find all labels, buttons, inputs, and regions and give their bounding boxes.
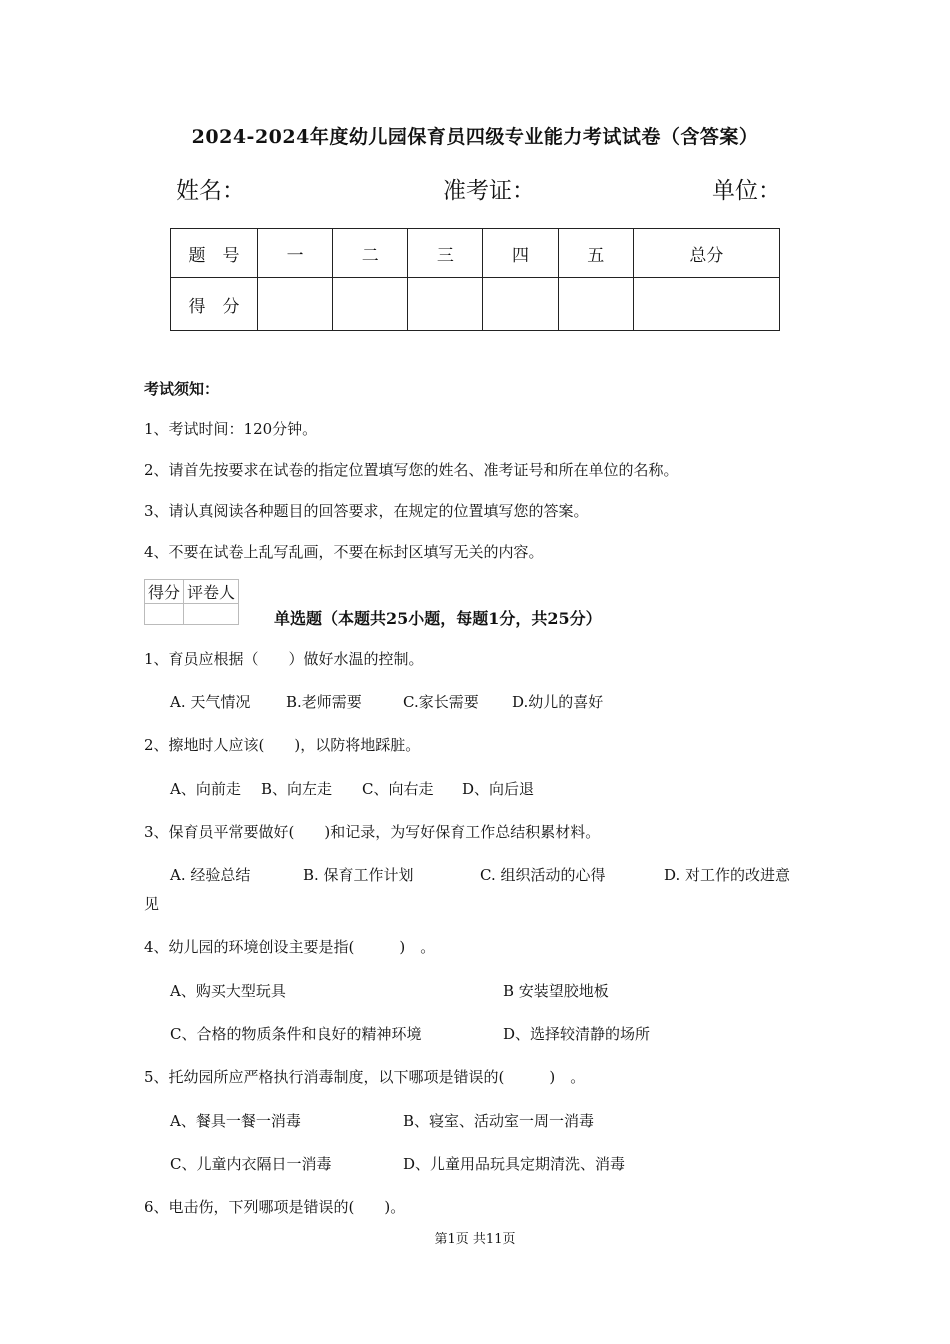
section-title: 单选题（本题共25小题，每题1分，共25分） xyxy=(274,609,602,628)
page-footer: 第1页 共11页 xyxy=(434,1232,516,1247)
question-option: B. 保育工作计划 xyxy=(303,866,414,884)
grader-box xyxy=(144,579,239,625)
score-table-header-cell: 总分 xyxy=(633,229,779,278)
question-option: D、选择较清静的场所 xyxy=(503,1025,651,1043)
question-stem: 1、育员应根据（ ）做好水温的控制。 xyxy=(144,650,424,668)
score-table-header-cell: 四 xyxy=(483,229,558,278)
question-option: B.老师需要 xyxy=(286,693,362,711)
score-table-header-cell: 一 xyxy=(258,229,333,278)
question-option: C. 组织活动的心得 xyxy=(480,866,606,884)
question-option: B、向左走 xyxy=(261,780,333,798)
score-row-label: 得 分 xyxy=(171,278,258,331)
grader-name-label: 评卷人 xyxy=(184,580,239,604)
score-table-score-row xyxy=(171,278,780,331)
question-option: B 安装望胶地板 xyxy=(503,982,609,1000)
score-cell[interactable] xyxy=(408,278,483,331)
question-option: C、合格的物质条件和良好的精神环境 xyxy=(170,1025,422,1043)
question-option: D、儿童用品玩具定期清洗、消毒 xyxy=(403,1155,626,1173)
question-option: B、寝室、活动室一周一消毒 xyxy=(403,1112,595,1130)
question-stem: 5、托幼园所应严格执行消毒制度，以下哪项是错误的( ) 。 xyxy=(144,1068,586,1086)
question-option: D.幼儿的喜好 xyxy=(512,693,604,711)
score-table-header-cell: 五 xyxy=(558,229,633,278)
question-option: A. 经验总结 xyxy=(170,866,251,884)
unit-field-label: 单位： xyxy=(712,178,781,204)
score-table-header-cell: 三 xyxy=(408,229,483,278)
question-stem: 4、幼儿园的环境创设主要是指( ) 。 xyxy=(144,938,436,956)
question-stem: 6、电击伤，下列哪项是错误的( )。 xyxy=(144,1198,406,1216)
exam-id-field-label: 准考证： xyxy=(443,178,535,204)
grader-name-cell[interactable] xyxy=(184,604,239,625)
question-option: D、向后退 xyxy=(462,780,535,798)
score-table-header-row xyxy=(171,229,780,278)
question-option: A、餐具一餐一消毒 xyxy=(170,1112,301,1130)
grader-score-cell[interactable] xyxy=(145,604,184,625)
page-title: 2024-2024年度幼儿园保育员四级专业能力考试试卷（含答案） xyxy=(191,126,759,148)
question-option: A、购买大型玩具 xyxy=(170,982,286,1000)
question-option-wrap: 见 xyxy=(144,895,160,913)
question-stem: 3、保育员平常要做好( )和记录，为写好保育工作总结积累材料。 xyxy=(144,823,601,841)
grader-score-label: 得分 xyxy=(145,580,184,604)
score-table-header-cell: 题 号 xyxy=(171,229,258,278)
question-option: C、儿童内衣隔日一消毒 xyxy=(170,1155,332,1173)
notes-item: 1、考试时间：120分钟。 xyxy=(144,420,318,438)
score-cell[interactable] xyxy=(483,278,558,331)
notes-item: 4、不要在试卷上乱写乱画，不要在标封区填写无关的内容。 xyxy=(144,543,544,561)
question-option: A、向前走 xyxy=(170,780,241,798)
notes-item: 2、请首先按要求在试卷的指定位置填写您的姓名、准考证号和所在单位的名称。 xyxy=(144,461,679,479)
question-stem: 2、擦地时人应该( )，以防将地踩脏。 xyxy=(144,736,421,754)
score-table xyxy=(170,228,780,331)
question-option: D. 对工作的改进意 xyxy=(664,866,791,884)
question-option: C、向右走 xyxy=(362,780,434,798)
score-table-header-cell: 二 xyxy=(333,229,408,278)
score-cell[interactable] xyxy=(258,278,333,331)
name-field-label: 姓名： xyxy=(176,178,245,204)
notes-item: 3、请认真阅读各种题目的回答要求，在规定的位置填写您的答案。 xyxy=(144,502,589,520)
question-option: C.家长需要 xyxy=(403,693,479,711)
score-cell[interactable] xyxy=(633,278,779,331)
score-cell[interactable] xyxy=(558,278,633,331)
score-cell[interactable] xyxy=(333,278,408,331)
notes-heading: 考试须知： xyxy=(144,380,220,398)
question-option: A. 天气情况 xyxy=(170,693,251,711)
